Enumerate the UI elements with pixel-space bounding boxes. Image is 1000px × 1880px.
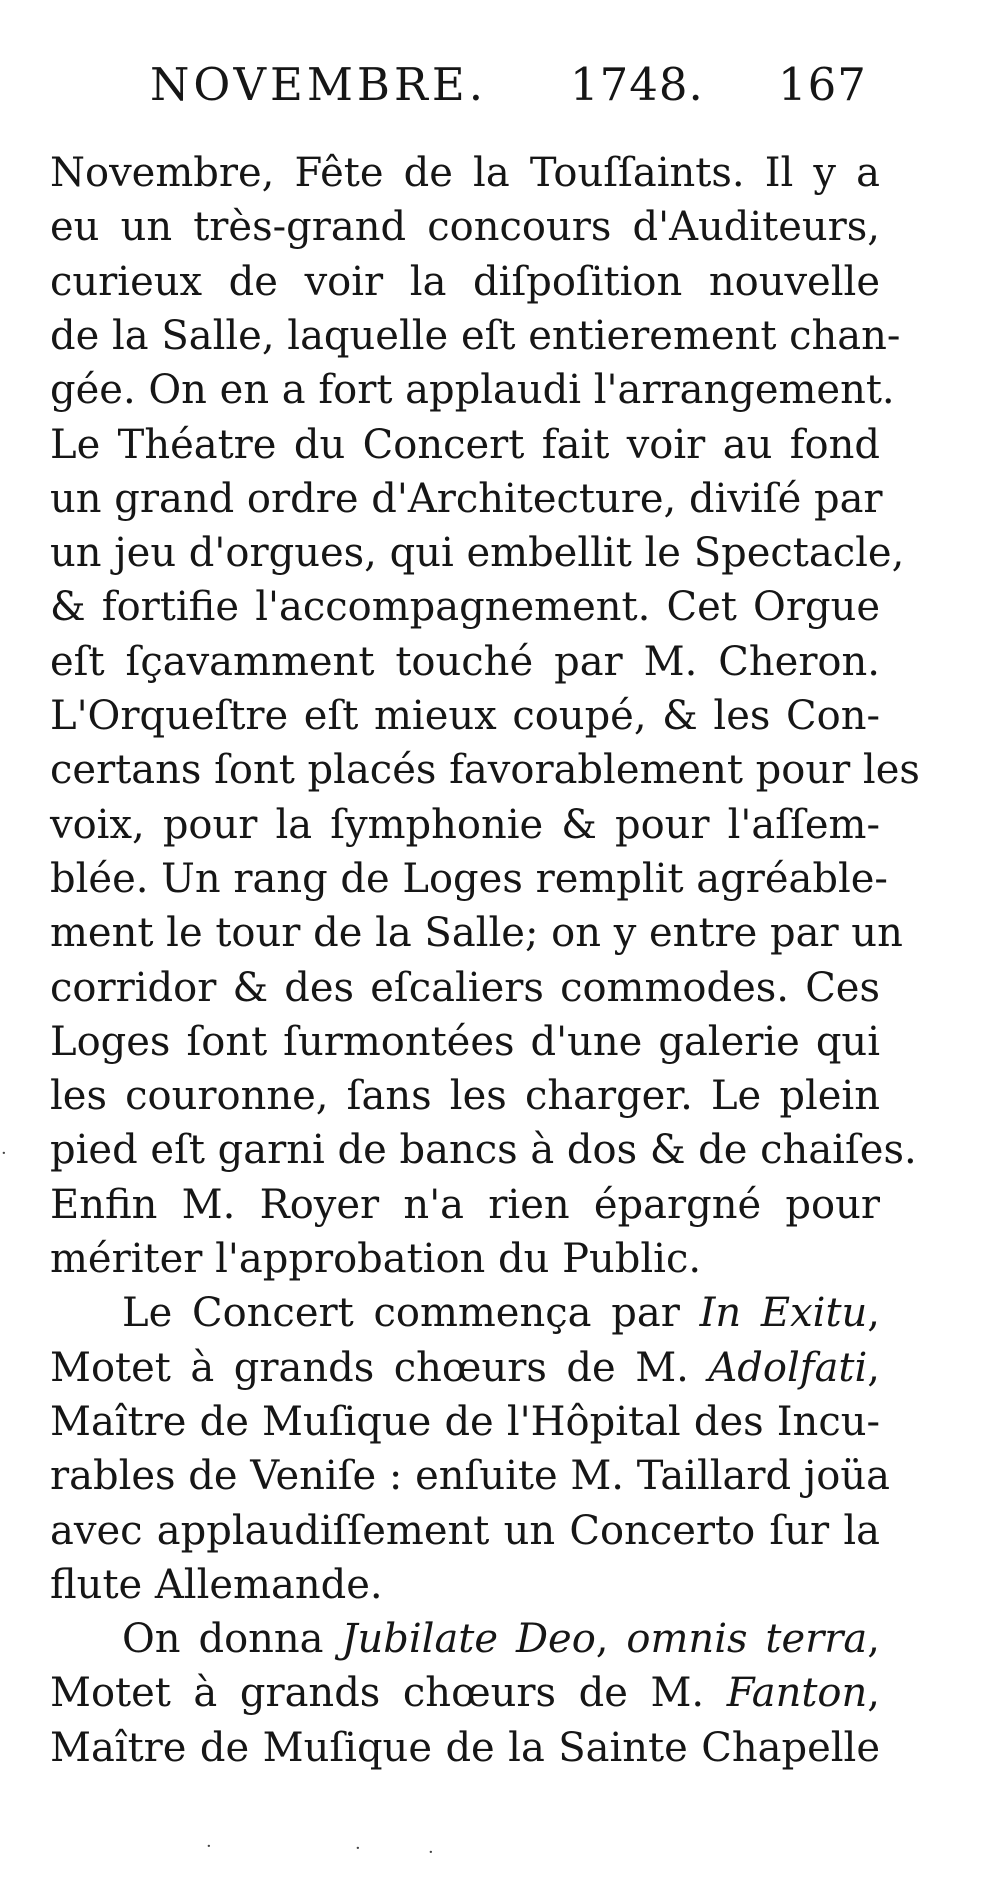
header-year: 1748. — [570, 58, 704, 111]
text-segment: On donna — [122, 1616, 342, 1663]
header-month: NOVEMBRE. — [150, 58, 488, 111]
running-header — [150, 58, 870, 118]
page-number: 167 — [778, 58, 867, 111]
text-segment: de la Salle, laquelle eſt entierement chan- — [50, 312, 901, 359]
text-line — [50, 1178, 880, 1232]
text-segment: & fortifie l'accompagnement. Cet Orgue — [50, 584, 880, 631]
text-segment: avec applaudiſſement un Concerto ſur la — [50, 1507, 880, 1554]
text-segment: , — [867, 1344, 880, 1391]
text-segment: Le Théatre du Concert fait voir au fond — [50, 421, 880, 468]
italic-title: In Exitu — [699, 1290, 868, 1337]
text-line — [50, 1666, 880, 1720]
text-segment: ment le tour de la Salle; on y entre par un — [50, 910, 903, 957]
text-segment: Le Concert commença par — [122, 1290, 700, 1337]
text-line — [50, 798, 880, 852]
text-line — [50, 852, 888, 906]
print-speck: · — [428, 1842, 434, 1863]
text-line — [50, 200, 880, 254]
text-segment: Novembre, Fête de la Touſſaints. Il y a — [50, 150, 880, 196]
text-line — [50, 1015, 880, 1069]
text-line — [50, 255, 880, 309]
text-segment: certans ſont placés favorablement pour les — [50, 747, 920, 794]
italic-title: Jubilate Deo — [341, 1616, 596, 1663]
text-line — [50, 743, 920, 797]
text-segment: eu un très-grand concours d'Auditeurs, — [50, 204, 880, 251]
print-speck: · — [206, 1836, 212, 1857]
text-line — [50, 363, 895, 417]
text-segment: Enfin M. Royer n'a rien épargné pour — [50, 1181, 880, 1228]
text-line — [122, 1612, 880, 1666]
text-segment: Motet à grands chœurs de M. — [50, 1670, 727, 1717]
text-line — [50, 1069, 880, 1123]
text-line — [50, 1449, 890, 1503]
text-line — [50, 580, 880, 634]
text-segment: voix, pour la ſymphonie & pour l'aſſem- — [50, 801, 880, 848]
text-line — [50, 1341, 880, 1395]
text-line — [50, 906, 903, 960]
text-segment: , — [867, 1290, 880, 1337]
text-segment: corridor & des eſcaliers commodes. Ces — [50, 964, 880, 1011]
text-line — [50, 472, 883, 526]
text-line — [50, 1123, 917, 1177]
print-speck: · — [1, 1143, 7, 1164]
text-segment: blée. Un rang de Loges remplit agréable- — [50, 855, 888, 902]
italic-title: Adolfati — [708, 1344, 868, 1391]
text-segment: les couronne, ſans les charger. Le plein — [50, 1073, 880, 1120]
text-segment: un grand ordre d'Architecture, diviſé par — [50, 475, 883, 522]
text-segment: , — [595, 1616, 627, 1663]
text-line — [50, 1721, 880, 1775]
text-line — [50, 635, 880, 689]
text-line — [50, 961, 880, 1015]
print-speck: · — [355, 1838, 361, 1859]
text-segment: Maître de Muſique de l'Hôpital des Incu- — [50, 1398, 880, 1445]
text-segment: Motet à grands chœurs de M. — [50, 1344, 709, 1391]
italic-title: Fanton — [726, 1670, 868, 1717]
text-segment: Maître de Muſique de la Sainte Chapelle — [50, 1724, 880, 1771]
text-line — [50, 1232, 880, 1286]
text-line — [50, 1395, 880, 1449]
text-segment: L'Orqueſtre eſt mieux coupé, & les Con- — [50, 693, 880, 739]
text-segment: rables de Veniſe : enſuite M. Taillard joüa — [50, 1453, 890, 1500]
text-segment: mériter l'approbation du Public. — [50, 1236, 702, 1282]
text-segment: pied eſt garni de bancs à dos & de chaiſes. — [50, 1127, 917, 1174]
text-segment: eſt ſçavamment touché par M. Cheron. — [50, 638, 880, 685]
text-line — [50, 1558, 880, 1612]
text-segment: curieux de voir la diſpoſition nouvelle — [50, 258, 880, 305]
text-segment: , — [867, 1616, 880, 1663]
text-line — [50, 309, 901, 363]
text-line — [50, 1504, 880, 1558]
text-segment: Loges ſont ſurmontées d'une galerie qui — [50, 1018, 880, 1065]
italic-title: omnis terra — [626, 1616, 868, 1663]
text-line — [50, 689, 880, 743]
text-segment: un jeu d'orgues, qui embellit le Spectacle, — [50, 530, 905, 577]
text-segment: flute Allemande. — [50, 1561, 383, 1608]
text-line — [50, 146, 880, 200]
text-segment: , — [867, 1670, 880, 1717]
text-line — [50, 526, 905, 580]
text-line — [122, 1286, 880, 1340]
text-line — [50, 418, 880, 472]
text-segment: gée. On en a fort applaudi l'arrangement. — [50, 367, 895, 414]
